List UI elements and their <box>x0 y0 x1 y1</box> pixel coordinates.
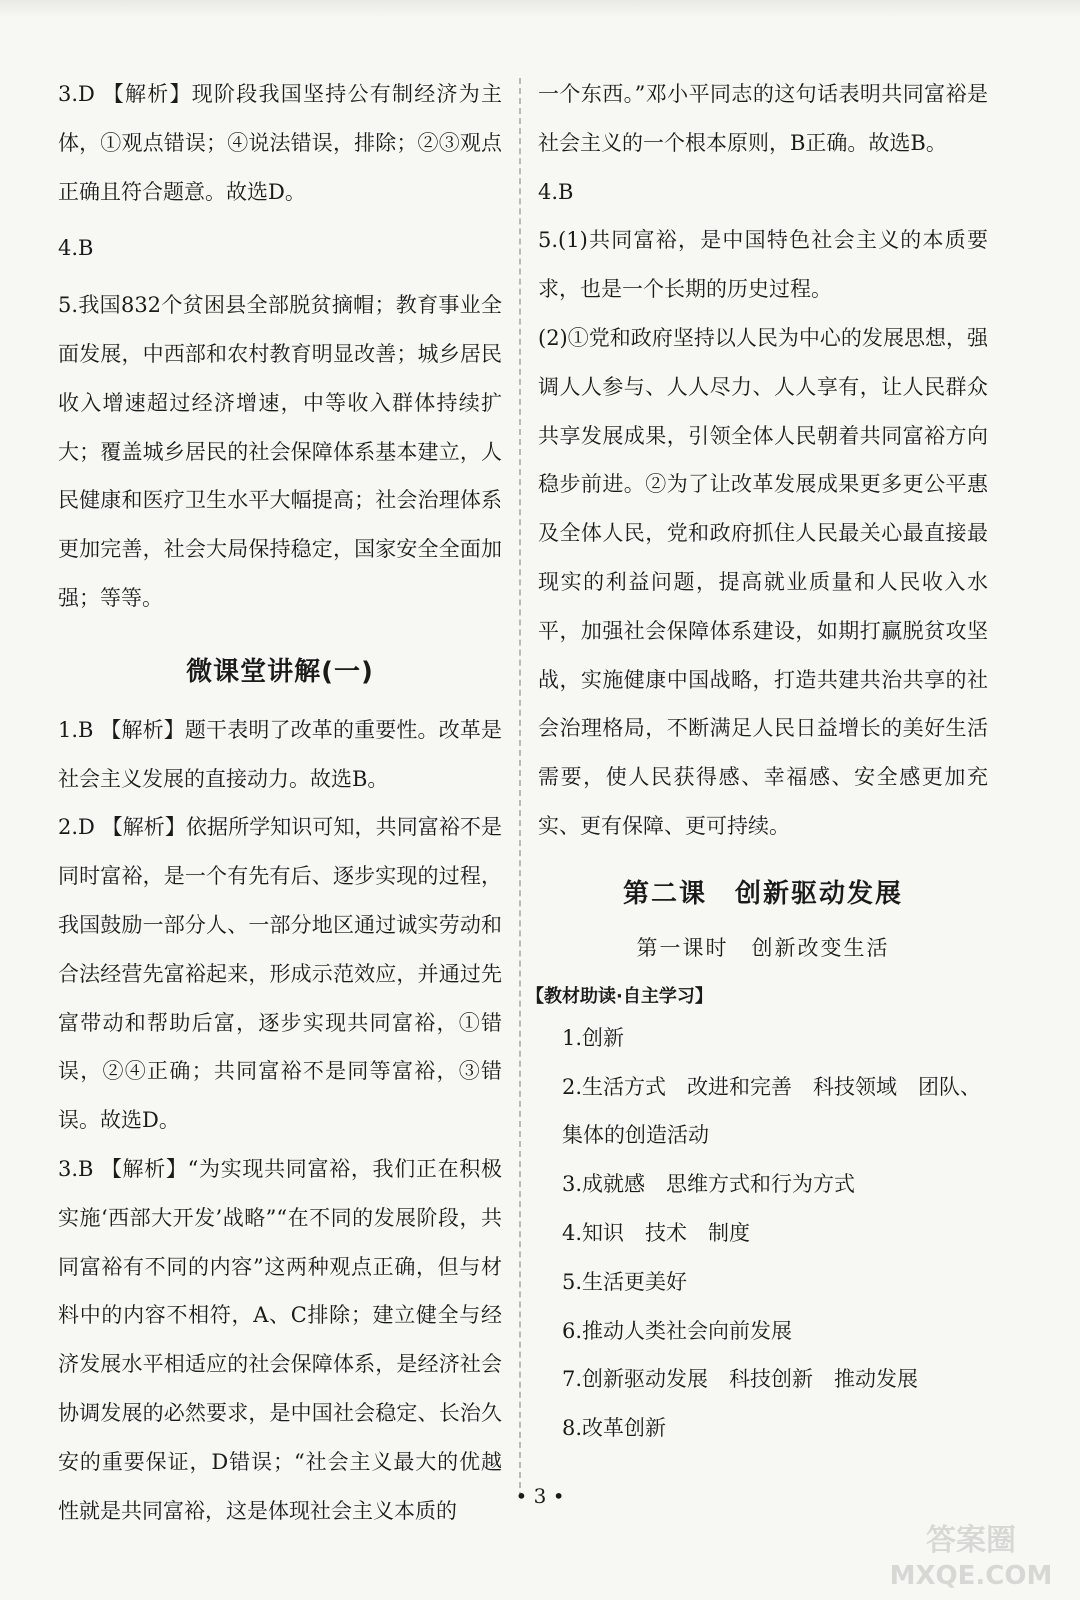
page-top-shadow <box>0 0 1080 18</box>
micro-answer-1: 1.B 【解析】题干表明了改革的重要性。改革是社会主义发展的直接动力。故选B。 <box>58 717 502 791</box>
right-answer-5-part1: 5.(1)共同富裕，是中国特色社会主义的本质要求，也是一个长期的历史过程。 <box>538 228 988 302</box>
left-answer-3: 3.D 【解析】现阶段我国坚持公有制经济为主体，①观点错误；④说法错误，排除；②③观点正确且符合题意。故选D。 <box>58 82 502 204</box>
svg-text:答案圈: 答案圈 <box>926 1523 1016 1558</box>
right-answer-5-part2: (2)①党和政府坚持以人民为中心的发展思想，强调人人参与、人人尽力、人人享有，让人民群众共享发展成果，引领全体人民朝着共同富裕方向稳步前进。②为了让改革发展成果更多更公平惠及全体人民，党和政府抓住人民最关心最直接最现实的利益问题，提高就业质量和人民收入水平，加强社会保障体系建设，如期打赢脱贫攻坚战，实施健康中国战略，打造共建共治共享的社会治理格局，不断满足人民日益增长的美好生活需要，使人民获得感、幸福感、安全感更加充实、更有保障、更可持续。 <box>538 325 988 838</box>
study-guide-heading: 【教材助读·自主学习】 <box>526 985 713 1007</box>
lesson-title: 第二课 创新驱动发展 <box>622 878 903 909</box>
left-column <box>58 70 502 1535</box>
right-answer-3-continued: 一个东西。”邓小平同志的这句话表明共同富裕是社会主义的一个根本原则，B正确。故选B。 <box>538 82 988 155</box>
watermark-logo <box>876 1512 1066 1592</box>
micro-answer-3: 3.B 【解析】“为实现共同富裕，我们正在积极实施‘西部大开发’战略”“在不同的发展阶段，共同富裕有不同的内容”这两种观点正确，但与材料中的内容不相符，A、C排除；建立健全与经济发展水平相适应的社会保障体系，是经济社会协调发展的必然要求，是中国社会稳定、长治久安的重要保证，D错误；“社会主义最大的优越性就是共同富裕，这是体现社会主义本质的 <box>58 1156 502 1523</box>
micro-answer-2: 2.D 【解析】依据所学知识可知，共同富裕不是同时富裕，是一个有先有后、逐步实现的过程，我国鼓励一部分人、一部分地区通过诚实劳动和合法经营先富裕起来，形成示范效应，并通过先富带动和帮助后富，逐步实现共同富裕，①错误，②④正确；共同富裕不是同等富裕，③错误。故选D。 <box>58 815 502 1133</box>
section-title-micro-lecture: 微课堂讲解(一) <box>186 656 374 687</box>
period-title: 第一课时 创新改变生活 <box>636 935 890 960</box>
right-answer-4: 4.B <box>538 179 574 204</box>
fill-answer-7: 7.创新驱动发展 科技创新 推动发展 <box>562 1367 919 1392</box>
fill-answer-1: 1.创新 <box>562 1025 625 1050</box>
page-number: • 3 • <box>515 1484 565 1508</box>
fill-answer-3: 3.成就感 思维方式和行为方式 <box>562 1172 856 1197</box>
left-answer-4: 4.B <box>58 236 94 261</box>
fill-answer-6: 6.推动人类社会向前发展 <box>562 1318 793 1343</box>
fill-answer-5: 5.生活更美好 <box>562 1269 688 1294</box>
fill-answer-8: 8.改革创新 <box>562 1416 667 1441</box>
right-column <box>526 70 988 1453</box>
column-divider <box>519 78 521 1498</box>
fill-answer-2: 2.生活方式 改进和完善 科技领域 团队、集体的创造活动 <box>562 1074 982 1148</box>
fill-answer-4: 4.知识 技术 制度 <box>562 1220 751 1245</box>
left-answer-5: 5.我国832个贫困县全部脱贫摘帽；教育事业全面发展，中西部和农村教育明显改善；城乡居民收入增速超过经济增速，中等收入群体持续扩大；覆盖城乡居民的社会保障体系基本建立，人民健康和医疗卫生水平大幅提高；社会治理体系更加完善，社会大局保持稳定，国家安全全面加强；等等。 <box>58 293 502 610</box>
svg-text:MXQE.COM: MXQE.COM <box>889 1561 1053 1591</box>
